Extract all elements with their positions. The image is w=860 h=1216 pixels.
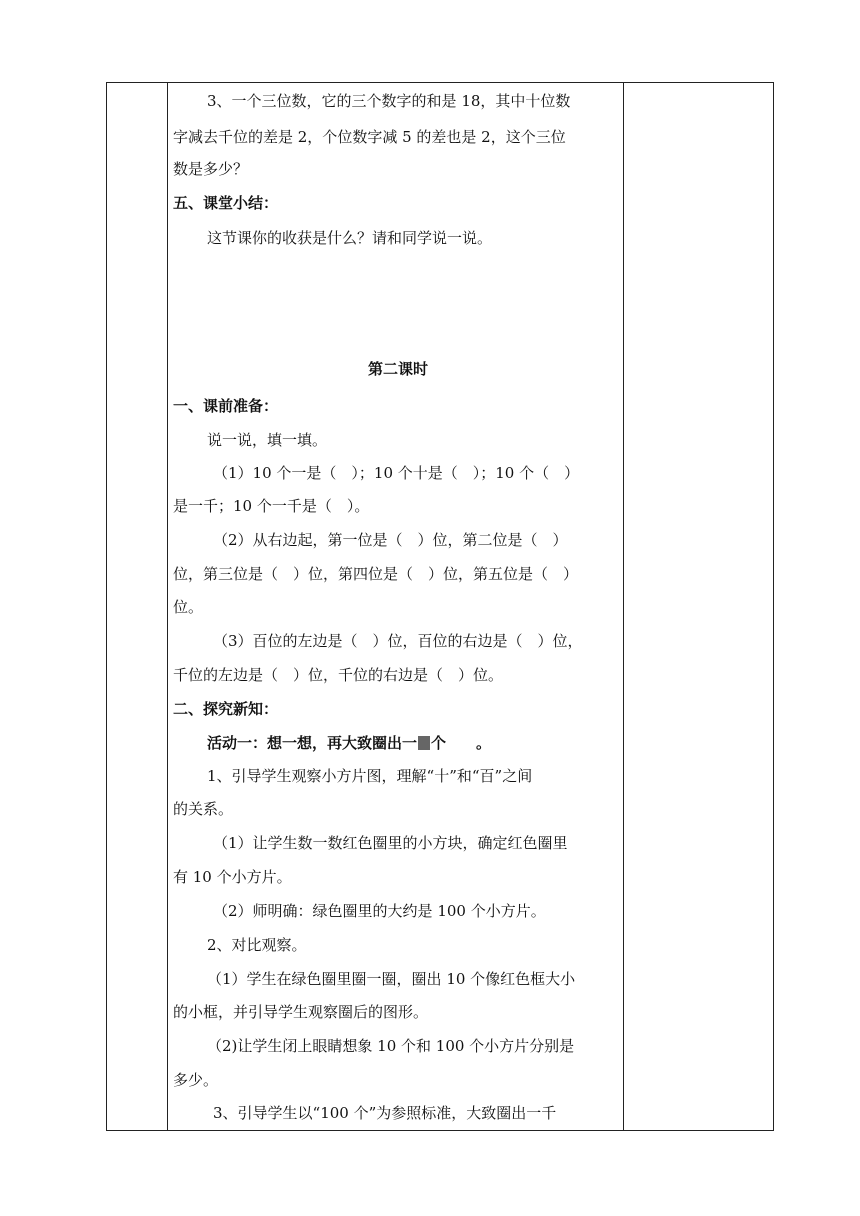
activity-1-text-end: 个 。 — [431, 734, 492, 752]
step-2-sub-2-line-1: （2)让学生闭上眼睛想象 10 个和 100 个小方片分别是 — [207, 1037, 575, 1055]
step-2-sub-1-line-2: 的小框，并引导学生观察圈后的图形。 — [173, 1003, 429, 1021]
activity-1-text-start: 活动一：想一想，再大致圈出一 — [207, 734, 418, 752]
section-heading-summary: 五、课堂小结： — [173, 194, 279, 212]
problem-3-line-3: 数是多少？ — [173, 160, 249, 178]
problem-3-line-1: 3、一个三位数，它的三个数字的和是 18，其中十位数 — [207, 92, 571, 110]
preparation-intro: 说一说，填一填。 — [207, 431, 328, 449]
step-2-sub-2-line-2: 多少。 — [173, 1071, 219, 1089]
exercise-3-line-2: 千位的左边是（ ）位，千位的右边是（ ）位。 — [173, 666, 504, 684]
lesson-plan-table — [106, 82, 774, 1131]
problem-3-line-2: 字减去千位的差是 2，个位数字减 5 的差也是 2，这个三位 — [173, 128, 566, 146]
exercise-1-line-1: （1）10 个一是（ ）；10 个十是（ ）；10 个（ ） — [213, 464, 580, 482]
step-1-sub-1-line-2: 有 10 个小方片。 — [173, 868, 292, 886]
exercise-3-line-1: （3）百位的左边是（ ）位，百位的右边是（ ）位， — [213, 632, 583, 650]
step-1-sub-2: （2）师明确：绿色圈里的大约是 100 个小方片。 — [213, 902, 546, 920]
section-heading-explore: 二、探究新知： — [173, 700, 279, 718]
smudge-mark — [418, 736, 430, 750]
step-1-line-1: 1、引导学生观察小方片图，理解“十”和“百”之间 — [207, 767, 533, 785]
exercise-2-line-2: 位，第三位是（ ）位，第四位是（ ）位，第五位是（ ） — [173, 565, 579, 583]
step-3-line-1: 3、引导学生以“100 个”为参照标准，大致圈出一千 — [213, 1104, 557, 1122]
exercise-2-line-3: 位。 — [173, 598, 204, 616]
column-divider-left — [167, 83, 168, 1130]
step-2-sub-1-line-1: （1）学生在绿色圈里圈一圈，圈出 10 个像红色框大小 — [207, 970, 576, 988]
step-2-heading: 2、对比观察。 — [207, 936, 307, 954]
step-1-line-2: 的关系。 — [173, 800, 234, 818]
exercise-2-line-1: （2）从右边起，第一位是（ ）位，第二位是（ ） — [213, 531, 568, 549]
step-1-sub-1-line-1: （1）让学生数一数红色圈里的小方块，确定红色圈里 — [213, 834, 568, 852]
lesson-2-title: 第二课时 — [367, 360, 428, 378]
column-divider-right — [623, 83, 624, 1130]
section-heading-preparation: 一、课前准备： — [173, 397, 279, 415]
activity-1-heading — [207, 733, 491, 753]
exercise-1-line-2: 是一千；10 个一千是（ ）。 — [173, 497, 370, 515]
summary-text: 这节课你的收获是什么？请和同学说一说。 — [207, 229, 493, 247]
